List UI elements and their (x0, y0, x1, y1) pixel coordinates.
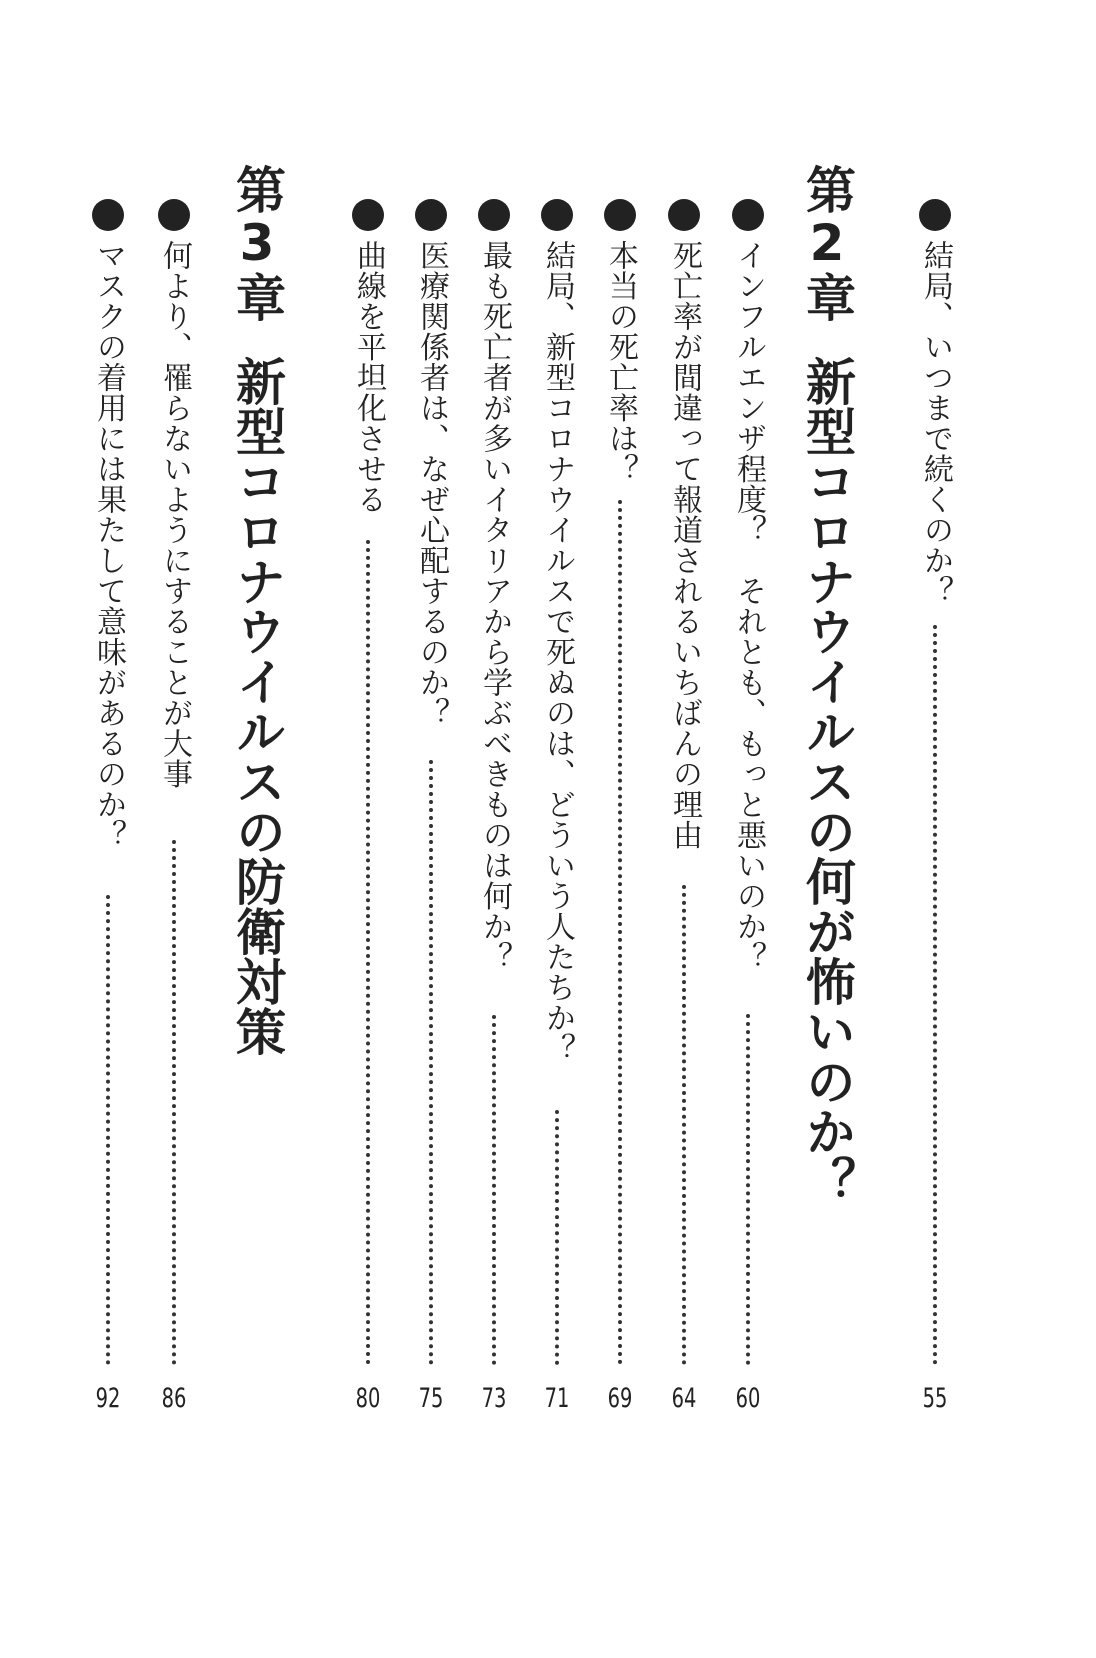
entry-title: 本当の死亡率は？ (603, 240, 638, 484)
bullet-icon (92, 199, 124, 231)
toc-entry[interactable] (604, 0, 636, 1658)
chapter-heading (230, 0, 284, 1658)
dot-leader (492, 1015, 496, 1365)
toc-entry[interactable] (668, 0, 700, 1658)
page-number: 71 (544, 1383, 570, 1414)
entry-title: 何より、罹らないようにすることが大事 (157, 240, 192, 789)
toc-entry[interactable] (92, 0, 124, 1658)
bullet-icon (541, 199, 573, 231)
toc-entry[interactable] (732, 0, 764, 1658)
dot-leader (746, 1014, 750, 1365)
entry-title: 結局、新型コロナウイルスで死ぬのは、どういう人たちか？ (540, 240, 575, 1064)
dot-leader (366, 540, 370, 1365)
bullet-icon (478, 199, 510, 231)
bullet-icon (668, 199, 700, 231)
page-number: 64 (671, 1383, 697, 1414)
dot-leader (555, 1110, 559, 1365)
bullet-icon (604, 199, 636, 231)
dot-leader (933, 625, 937, 1365)
toc-entry[interactable] (541, 0, 573, 1658)
chapter-title (230, 164, 284, 1056)
page-number: 69 (607, 1383, 633, 1414)
dot-leader (172, 840, 176, 1365)
bullet-icon (732, 199, 764, 231)
page-number: 86 (161, 1383, 187, 1414)
page-number: 55 (922, 1383, 948, 1414)
chapter-name: 新型コロナウイルスの何が怖いのか？ (798, 356, 856, 1206)
page-number: 75 (418, 1383, 444, 1414)
page-number: 92 (95, 1383, 121, 1414)
chapter-title (800, 164, 854, 1206)
dot-leader (106, 895, 110, 1365)
dot-leader (429, 760, 433, 1365)
bullet-icon (352, 199, 384, 231)
page-number: 80 (355, 1383, 381, 1414)
entry-title: 曲線を平坦化させる (351, 240, 386, 515)
toc-entry[interactable] (478, 0, 510, 1658)
entry-title: 最も死亡者が多いイタリアから学ぶべきものは何か？ (477, 240, 512, 972)
bullet-icon (919, 199, 951, 231)
dot-leader (682, 885, 686, 1365)
chapter-label: 第3章 (228, 164, 286, 322)
toc-entry[interactable] (415, 0, 447, 1658)
page-number: 60 (735, 1383, 761, 1414)
chapter-heading (800, 0, 854, 1658)
page-number: 73 (481, 1383, 507, 1414)
bullet-icon (415, 199, 447, 231)
chapter-label: 第2章 (798, 164, 856, 322)
chapter-name: 新型コロナウイルスの防衛対策 (228, 356, 286, 1056)
bullet-icon (158, 199, 190, 231)
toc-entry[interactable] (919, 0, 951, 1658)
toc-entry[interactable] (352, 0, 384, 1658)
entry-title: 医療関係者は、なぜ心配するのか？ (414, 240, 449, 728)
entry-title: 死亡率が間違って報道されるいちばんの理由 (667, 240, 702, 850)
entry-title: マスクの着用には果たして意味があるのか？ (91, 240, 126, 850)
entry-title: インフルエンザ程度？ それとも、もっと悪いのか？ (731, 240, 766, 972)
dot-leader (618, 500, 622, 1365)
entry-title: 結局、いつまで続くのか？ (918, 240, 953, 606)
toc-entry[interactable] (158, 0, 190, 1658)
